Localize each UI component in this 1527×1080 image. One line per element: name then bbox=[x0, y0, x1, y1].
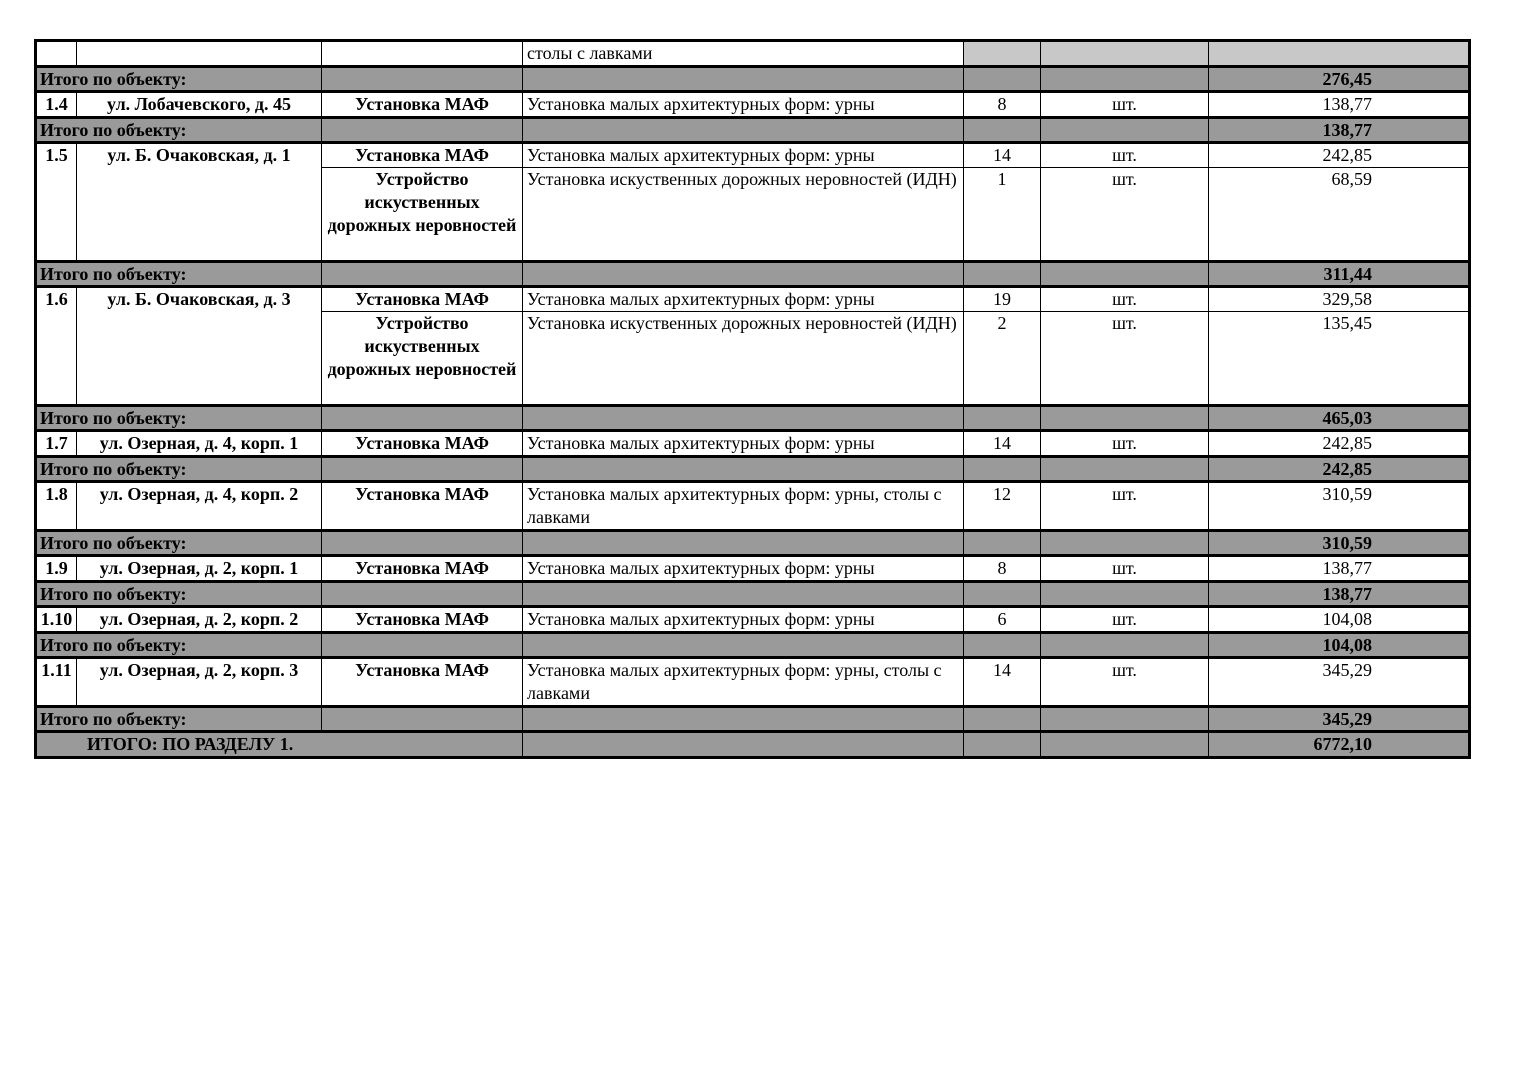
table-row bbox=[36, 431, 1470, 457]
item-number: 1.9 bbox=[36, 556, 77, 582]
sum-cell: 345,29 bbox=[1209, 658, 1470, 707]
quantity-cell: 6 bbox=[964, 607, 1041, 633]
unit-cell: шт. bbox=[1041, 312, 1209, 406]
work-type-cell: Установка МАФ bbox=[322, 431, 523, 457]
total-sum: 104,08 bbox=[1209, 633, 1470, 658]
grand-total-value: 6772,10 bbox=[1209, 732, 1470, 758]
object-total-row bbox=[36, 262, 1470, 287]
total-label: Итого по объекту: bbox=[36, 633, 322, 658]
sum-cell: 138,77 bbox=[1209, 556, 1470, 582]
table-row bbox=[36, 143, 1470, 168]
object-total-row bbox=[36, 531, 1470, 556]
sum-cell: 242,85 bbox=[1209, 431, 1470, 457]
sum-cell: 104,08 bbox=[1209, 607, 1470, 633]
unit-cell: шт. bbox=[1041, 143, 1209, 168]
table-row bbox=[36, 287, 1470, 312]
address-cell: ул. Озерная, д. 2, корп. 3 bbox=[77, 658, 322, 707]
table-row bbox=[36, 607, 1470, 633]
work-type-cell: Установка МАФ bbox=[322, 482, 523, 531]
address-cell: ул. Озерная, д. 2, корп. 2 bbox=[77, 607, 322, 633]
work-type-cell: Установка МАФ bbox=[322, 143, 523, 168]
address-cell: ул. Б. Очаковская, д. 1 bbox=[77, 143, 322, 262]
total-label: Итого по объекту: bbox=[36, 262, 322, 287]
table-row bbox=[36, 92, 1470, 118]
sum-cell: 329,58 bbox=[1209, 287, 1470, 312]
work-type-cell: Установка МАФ bbox=[322, 658, 523, 707]
total-sum: 310,59 bbox=[1209, 531, 1470, 556]
quantity-cell: 14 bbox=[964, 431, 1041, 457]
total-sum: 242,85 bbox=[1209, 457, 1470, 482]
item-number: 1.6 bbox=[36, 287, 77, 406]
total-label: Итого по объекту: bbox=[36, 707, 322, 732]
item-number: 1.4 bbox=[36, 92, 77, 118]
work-type-cell: Установка МАФ bbox=[322, 607, 523, 633]
unit-cell: шт. bbox=[1041, 431, 1209, 457]
object-total-row bbox=[36, 406, 1470, 431]
total-label: Итого по объекту: bbox=[36, 118, 322, 143]
table-row bbox=[36, 556, 1470, 582]
quantity-cell: 12 bbox=[964, 482, 1041, 531]
item-number: 1.10 bbox=[36, 607, 77, 633]
unit-cell: шт. bbox=[1041, 287, 1209, 312]
unit-cell: шт. bbox=[1041, 92, 1209, 118]
description-cell: Установка искуственных дорожных неровностей (ИДН) bbox=[523, 168, 964, 262]
description-cell: Установка малых архитектурных форм: урны bbox=[523, 607, 964, 633]
grand-total-row bbox=[36, 732, 1470, 758]
unit-cell: шт. bbox=[1041, 556, 1209, 582]
total-sum: 138,77 bbox=[1209, 582, 1470, 607]
address-cell: ул. Лобачевского, д. 45 bbox=[77, 92, 322, 118]
address-cell: ул. Озерная, д. 2, корп. 1 bbox=[77, 556, 322, 582]
unit-cell: шт. bbox=[1041, 607, 1209, 633]
object-total-row bbox=[36, 67, 1470, 92]
sum-cell: 138,77 bbox=[1209, 92, 1470, 118]
description-cell: Установка малых архитектурных форм: урны bbox=[523, 92, 964, 118]
table-row bbox=[36, 41, 1470, 67]
object-total-row bbox=[36, 457, 1470, 482]
work-type-cell: Устройство искуственных дорожных неровностей bbox=[322, 312, 523, 406]
unit-cell: шт. bbox=[1041, 482, 1209, 531]
sum-cell: 135,45 bbox=[1209, 312, 1470, 406]
work-type-cell: Установка МАФ bbox=[322, 556, 523, 582]
item-number: 1.5 bbox=[36, 143, 77, 262]
item-number: 1.8 bbox=[36, 482, 77, 531]
object-total-row bbox=[36, 582, 1470, 607]
work-type-cell: Установка МАФ bbox=[322, 287, 523, 312]
quantity-cell: 8 bbox=[964, 92, 1041, 118]
description-cell: Установка малых архитектурных форм: урны, столы с лавками bbox=[523, 658, 964, 707]
address-cell: ул. Озерная, д. 4, корп. 2 bbox=[77, 482, 322, 531]
total-label: Итого по объекту: bbox=[36, 67, 322, 92]
description-cell: Установка искуственных дорожных неровностей (ИДН) bbox=[523, 312, 964, 406]
total-sum: 276,45 bbox=[1209, 67, 1470, 92]
total-label: Итого по объекту: bbox=[36, 406, 322, 431]
address-cell: ул. Б. Очаковская, д. 3 bbox=[77, 287, 322, 406]
description-cell: Установка малых архитектурных форм: урны bbox=[523, 143, 964, 168]
total-label: Итого по объекту: bbox=[36, 531, 322, 556]
sum-cell: 310,59 bbox=[1209, 482, 1470, 531]
total-sum: 345,29 bbox=[1209, 707, 1470, 732]
description-cell: Установка малых архитектурных форм: урны, столы с лавками bbox=[523, 482, 964, 531]
quantity-cell: 8 bbox=[964, 556, 1041, 582]
total-label: Итого по объекту: bbox=[36, 582, 322, 607]
item-number: 1.7 bbox=[36, 431, 77, 457]
object-total-row bbox=[36, 118, 1470, 143]
description-cell: Установка малых архитектурных форм: урны bbox=[523, 556, 964, 582]
total-sum: 138,77 bbox=[1209, 118, 1470, 143]
table-row bbox=[36, 482, 1470, 531]
quantity-cell: 2 bbox=[964, 312, 1041, 406]
unit-cell: шт. bbox=[1041, 168, 1209, 262]
quantity-cell: 19 bbox=[964, 287, 1041, 312]
object-total-row bbox=[36, 707, 1470, 732]
unit-cell: шт. bbox=[1041, 658, 1209, 707]
sum-cell: 242,85 bbox=[1209, 143, 1470, 168]
total-sum: 465,03 bbox=[1209, 406, 1470, 431]
object-total-row bbox=[36, 633, 1470, 658]
estimate-table bbox=[34, 39, 1471, 759]
sum-cell: 68,59 bbox=[1209, 168, 1470, 262]
grand-total-label: ИТОГО: ПО РАЗДЕЛУ 1. bbox=[36, 732, 523, 758]
quantity-cell: 1 bbox=[964, 168, 1041, 262]
total-sum: 311,44 bbox=[1209, 262, 1470, 287]
work-type-cell: Устройство искуственных дорожных неровностей bbox=[322, 168, 523, 262]
quantity-cell: 14 bbox=[964, 143, 1041, 168]
work-type-cell: Установка МАФ bbox=[322, 92, 523, 118]
address-cell: ул. Озерная, д. 4, корп. 1 bbox=[77, 431, 322, 457]
description-cell: Установка малых архитектурных форм: урны bbox=[523, 431, 964, 457]
description-cell: Установка малых архитектурных форм: урны bbox=[523, 287, 964, 312]
quantity-cell: 14 bbox=[964, 658, 1041, 707]
description-cell: столы с лавками bbox=[523, 41, 964, 67]
table-row bbox=[36, 658, 1470, 707]
total-label: Итого по объекту: bbox=[36, 457, 322, 482]
item-number: 1.11 bbox=[36, 658, 77, 707]
